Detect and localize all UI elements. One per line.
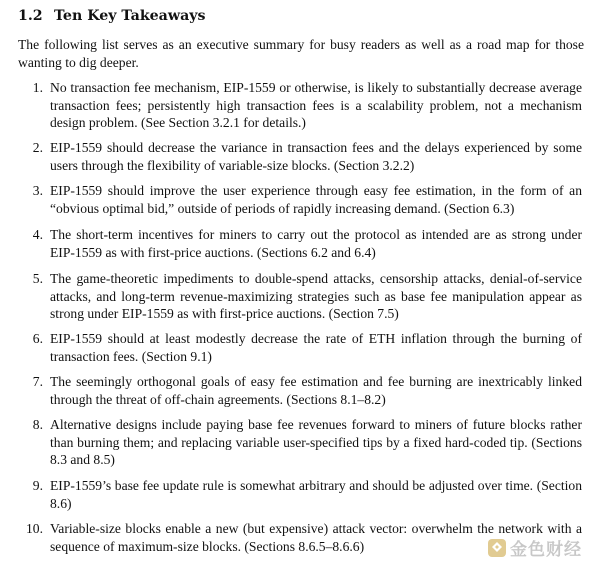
- list-item-number: 5.: [32, 271, 43, 286]
- watermark-logo-icon: [487, 538, 507, 558]
- watermark: [487, 535, 582, 560]
- list-item-number: 3.: [32, 183, 43, 198]
- list-item-number: 8.: [32, 417, 43, 432]
- list-item-text: Alternative designs include paying base fee revenues forward to miners of future blocks rather than burning them; and replacing variable user-specified tips by a fixed hard-coded tip. (Sections 8.3 and 8.5): [50, 417, 582, 467]
- list-item-number: 4.: [32, 227, 43, 242]
- list-item-text: EIP-1559 should improve the user experience through easy fee estimation, in the form of an “obvious optimal bid,” outside of periods of rapidly increasing demand. (Section 6.3): [50, 183, 582, 216]
- watermark-text: 金色财经: [510, 540, 582, 560]
- list-item-number: 6.: [32, 331, 43, 346]
- list-item-text: The short-term incentives for miners to carry out the protocol as intended are as strong under EIP-1559 as with first-price auctions. (Sections 6.2 and 6.4): [50, 227, 582, 260]
- list-item-number: 7.: [32, 374, 43, 389]
- list-item-number: 9.: [32, 478, 43, 493]
- list-item-text: The seemingly orthogonal goals of easy fee estimation and fee burning are inextricably linked through the threat of off-chain agreements. (Sections 8.1–8.2): [50, 374, 582, 407]
- list-item-text: The game-theoretic impediments to double-spend attacks, censorship attacks, denial-of-service attacks, and long-term revenue-maximizing strategies such as base fee manipulation appear as strong under EIP-1559 as with first-price auctions. (Section 7.5): [50, 271, 582, 321]
- section-heading: [18, 8, 206, 24]
- list-item-number: 10.: [26, 521, 43, 536]
- list-item-text: Variable-size blocks enable a new (but expensive) attack vector: overwhelm the network with a sequence of maximum-size blocks. (Sections 8.6.5–8.6.6): [50, 521, 582, 554]
- list-item-text: EIP-1559’s base fee update rule is somewhat arbitrary and should be adjusted over time. (Section 8.6): [50, 478, 582, 511]
- list-item-number: 1.: [32, 80, 43, 95]
- list-item-text: EIP-1559 should decrease the variance in transaction fees and the delays experienced by some users through the flexibility of variable-size blocks. (Section 3.2.2): [50, 140, 582, 173]
- section-title: Ten Key Takeaways: [54, 8, 206, 24]
- intro-paragraph: The following list serves as an executive summary for busy readers as well as a road map for those wanting to dig deeper.: [18, 37, 584, 70]
- list-item-text: EIP-1559 should at least modestly decrease the rate of ETH inflation through the burning of transaction fees. (Section 9.1): [50, 331, 582, 364]
- section-number: 1.2: [18, 8, 43, 24]
- list-item-number: 2.: [32, 140, 43, 155]
- list-item-text: No transaction fee mechanism, EIP-1559 or otherwise, is likely to substantially decrease average transaction fees; persistently high transaction fees is a scalability problem, not a mechanism design problem. (See Section 3.2.1 for details.): [50, 80, 582, 130]
